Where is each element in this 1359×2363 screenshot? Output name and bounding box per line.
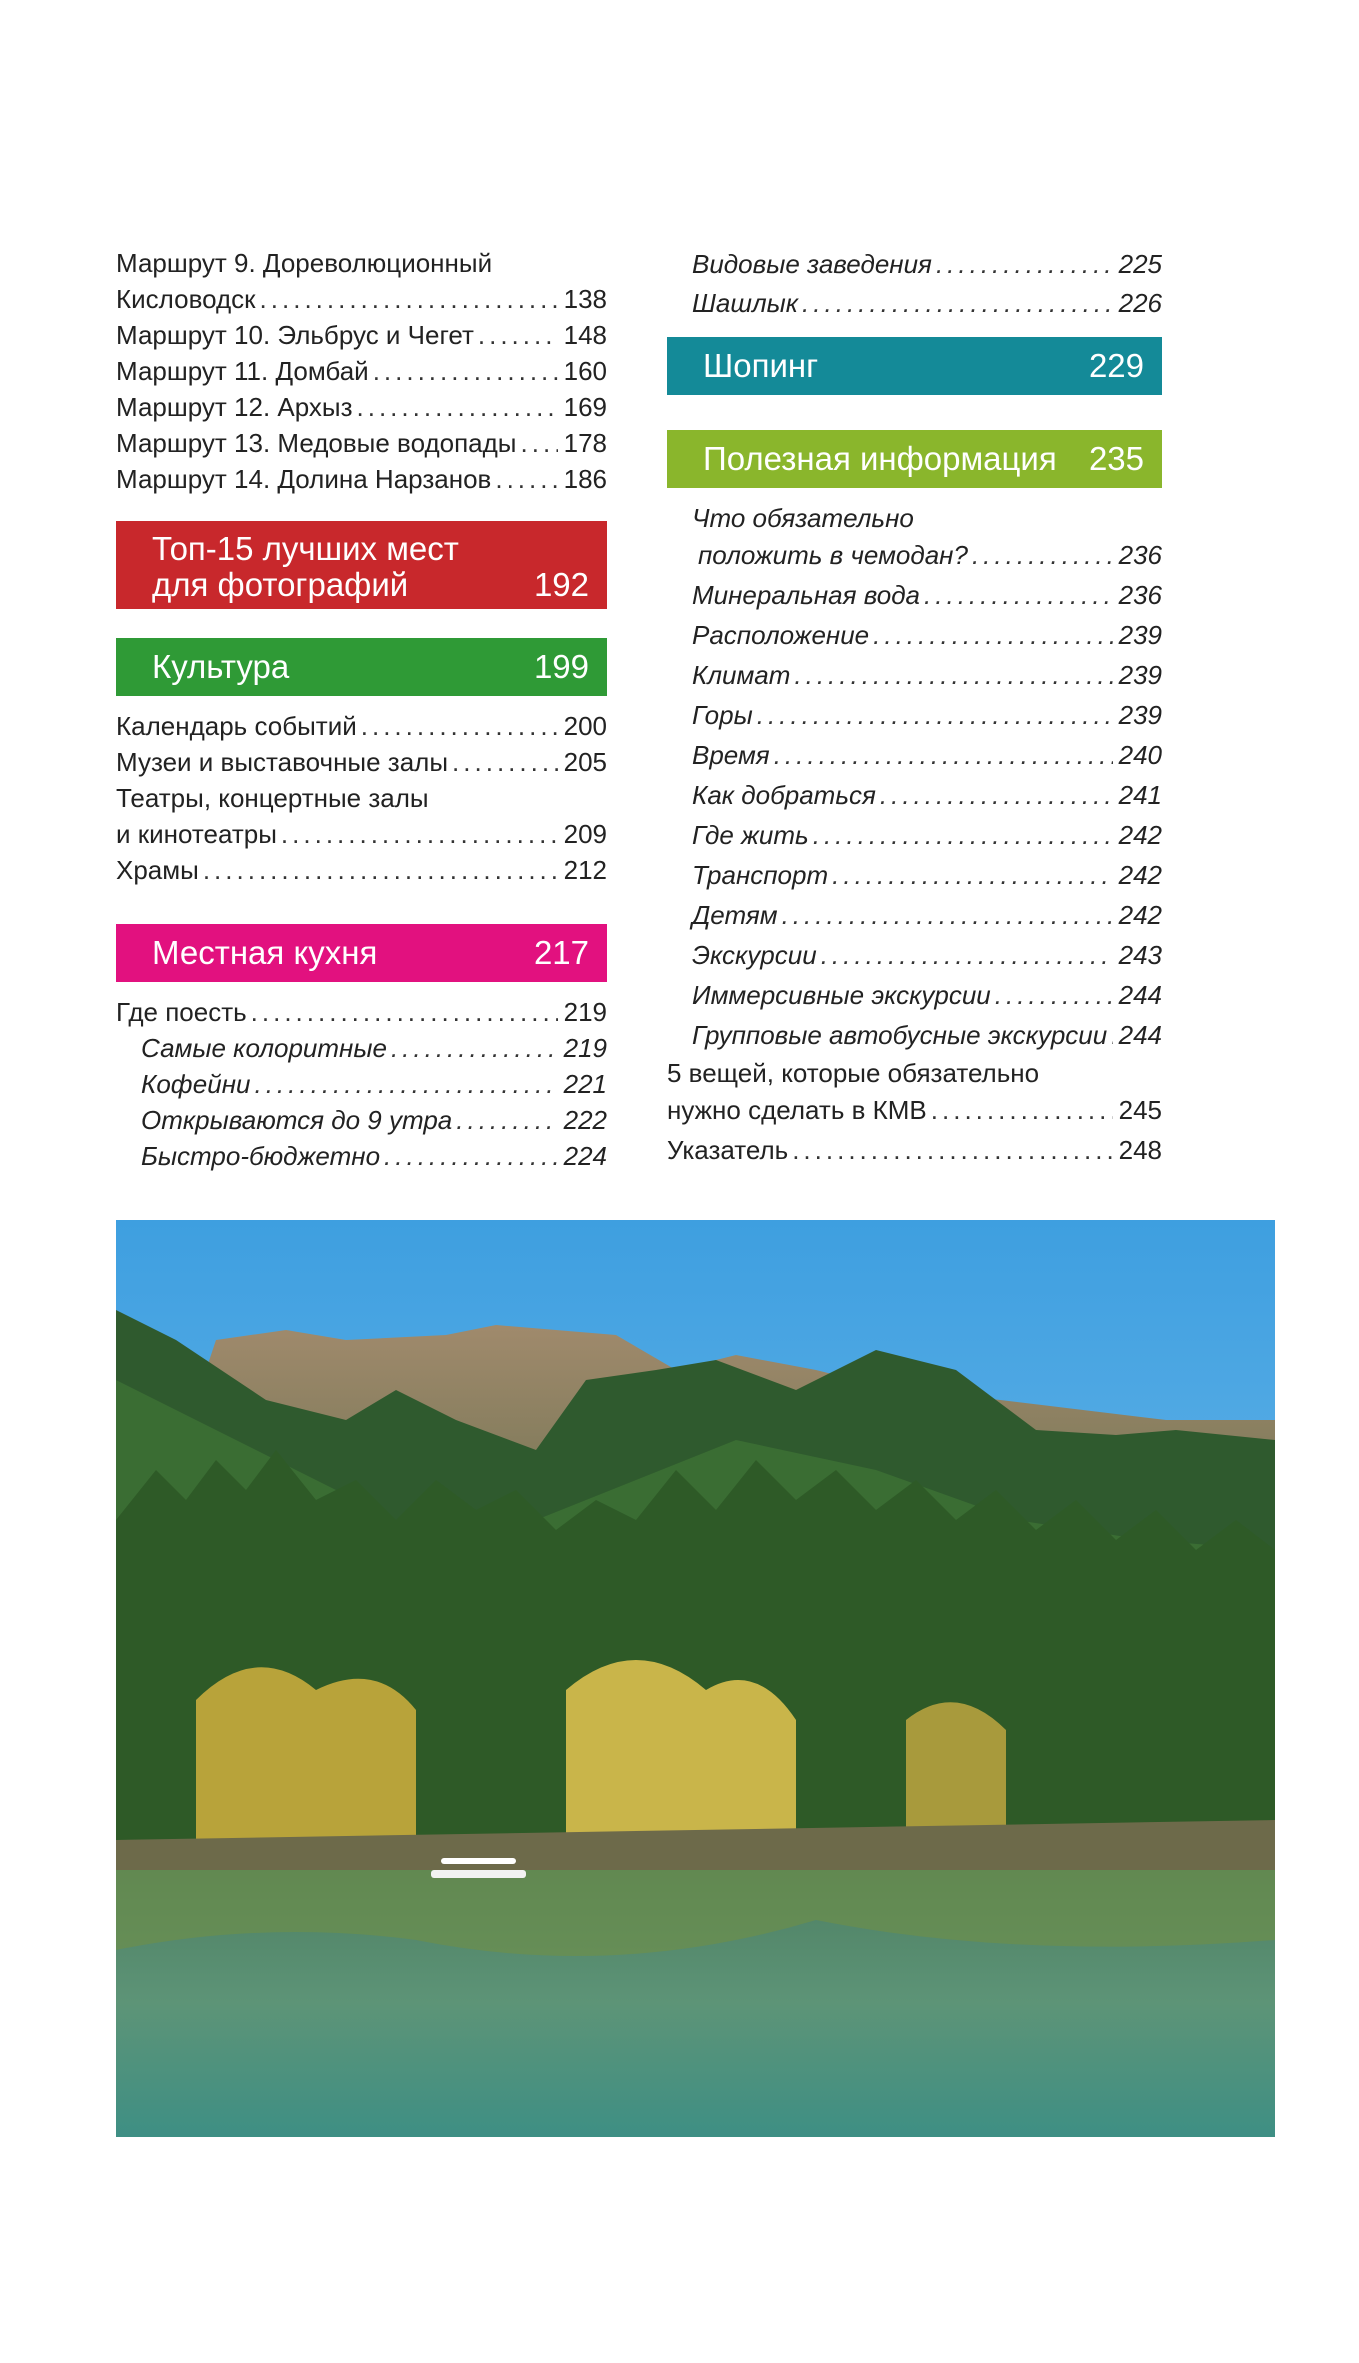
toc-entry-text: Горы <box>692 700 753 730</box>
toc-entry-text: положить в чемодан? <box>698 540 968 570</box>
leader-dots <box>521 425 558 461</box>
route-14-entry[interactable] <box>116 461 607 497</box>
leader-dots <box>802 284 1113 323</box>
info-suitcase-entry[interactable] <box>667 502 1162 575</box>
toc-entry-text: Маршрут 12. Архыз <box>116 392 353 422</box>
cuisine-shashlik-entry[interactable] <box>667 284 1162 323</box>
leader-dots <box>757 695 1113 735</box>
leader-dots <box>936 245 1113 284</box>
section-band-culture[interactable] <box>116 638 607 696</box>
cuisine-where-to-eat-entry[interactable] <box>116 994 607 1030</box>
leader-dots <box>478 317 558 353</box>
leader-dots <box>361 708 558 744</box>
toc-left-column <box>116 245 607 1174</box>
toc-entry-line1: Маршрут 9. Дореволюционный <box>116 248 493 278</box>
toc-entry-text: Минеральная вода <box>692 580 921 610</box>
section-title-line1: Топ-15 лучших мест <box>152 530 459 567</box>
section-band-shopping[interactable] <box>667 337 1162 395</box>
section-page-number: 229 <box>1088 347 1144 384</box>
section-band-photo-spots[interactable] <box>116 521 607 609</box>
section-band-local-cuisine[interactable] <box>116 924 607 982</box>
leader-dots <box>456 1102 557 1138</box>
toc-page-number: 138 <box>563 284 607 314</box>
toc-right-column <box>667 245 1162 1171</box>
info-bus-tours-entry[interactable] <box>667 1015 1162 1055</box>
leader-dots <box>924 575 1113 615</box>
toc-entry-text: Время <box>692 740 770 770</box>
leader-dots <box>1111 1015 1112 1055</box>
toc-page-number: 205 <box>563 747 607 777</box>
toc-entry-text: Экскурсии <box>692 940 817 970</box>
toc-entry-text: Детям <box>692 900 778 930</box>
toc-page-number: 239 <box>1118 660 1162 690</box>
leader-dots <box>384 1138 558 1174</box>
toc-entry-text: Храмы <box>116 855 199 885</box>
toc-entry-text: Быстро-бюджетно <box>141 1141 381 1171</box>
toc-page-number: 244 <box>1118 980 1162 1010</box>
toc-entry-text: Музеи и выставочные залы <box>116 747 449 777</box>
leader-dots <box>452 744 558 780</box>
leader-dots <box>281 816 558 852</box>
toc-entry-text: Видовые заведения <box>692 249 932 279</box>
leader-dots <box>251 994 558 1030</box>
toc-entry-text: и кинотеатры <box>116 819 277 849</box>
leader-dots <box>373 353 558 389</box>
info-immersive-entry[interactable] <box>667 975 1162 1015</box>
leader-dots <box>792 1129 1112 1171</box>
leader-dots <box>391 1030 558 1066</box>
toc-page-number: 226 <box>1118 288 1162 318</box>
toc-entry-line1: Театры, концертные залы <box>116 783 429 813</box>
toc-page-number: 160 <box>563 356 607 386</box>
leader-dots <box>495 461 557 497</box>
toc-page-number: 239 <box>1118 700 1162 730</box>
route-11-entry[interactable] <box>116 353 607 389</box>
toc-entry-text: Групповые автобусные экскурсии <box>692 1020 1108 1050</box>
cuisine-colorful-entry[interactable] <box>116 1030 607 1066</box>
cuisine-coffee-entry[interactable] <box>116 1066 607 1102</box>
toc-entry-line1: Что обязательно <box>692 503 914 533</box>
leader-dots <box>203 852 558 888</box>
toc-page-number: 248 <box>1118 1135 1162 1165</box>
leader-dots <box>794 655 1112 695</box>
route-13-entry[interactable] <box>116 425 607 461</box>
toc-page-number: 242 <box>1118 900 1162 930</box>
leader-dots <box>774 735 1113 775</box>
culture-museums-entry[interactable] <box>116 744 607 780</box>
toc-page-number: 244 <box>1118 1020 1162 1050</box>
toc-entry-text: Указатель <box>667 1135 789 1165</box>
toc-entry-text: Климат <box>692 660 791 690</box>
route-10-entry[interactable] <box>116 317 607 353</box>
toc-page-number: 212 <box>563 855 607 885</box>
toc-page-number: 222 <box>563 1105 607 1135</box>
leader-dots <box>832 855 1112 895</box>
toc-entry-text: Как добраться <box>692 780 876 810</box>
info-transport-entry[interactable] <box>667 855 1162 895</box>
toc-page-number: 243 <box>1118 940 1162 970</box>
toc-page-number: 225 <box>1118 249 1162 279</box>
section-page-number: 192 <box>533 566 589 603</box>
section-title: Шопинг <box>703 347 819 384</box>
section-title <box>152 531 459 603</box>
info-getting-there-entry[interactable] <box>667 775 1162 815</box>
info-location-entry[interactable] <box>667 615 1162 655</box>
toc-entry-text: Иммерсивные экскурсии <box>692 980 991 1010</box>
toc-entry-text: нужно сделать в КМВ <box>667 1095 927 1125</box>
cuisine-budget-entry[interactable] <box>116 1138 607 1174</box>
toc-page-number: 224 <box>563 1141 607 1171</box>
toc-entry-text: Где поесть <box>116 997 247 1027</box>
toc-entry-text: Маршрут 11. Домбай <box>116 356 369 386</box>
section-title: Местная кухня <box>152 934 378 971</box>
toc-page-number: 240 <box>1118 740 1162 770</box>
toc-entry-text: Транспорт <box>692 860 829 890</box>
leader-dots <box>357 389 558 425</box>
section-title: Полезная информация <box>703 440 1057 477</box>
toc-page-number: 148 <box>563 320 607 350</box>
cuisine-view-places-entry[interactable] <box>667 245 1162 284</box>
toc-page-number: 209 <box>563 819 607 849</box>
toc-page-number: 178 <box>563 428 607 458</box>
leader-dots <box>931 1091 1113 1129</box>
info-mineral-water-entry[interactable] <box>667 575 1162 615</box>
leader-dots <box>782 895 1113 935</box>
leader-dots <box>873 615 1112 655</box>
info-climate-entry[interactable] <box>667 655 1162 695</box>
toc-page-number: 242 <box>1118 820 1162 850</box>
leader-dots <box>821 935 1113 975</box>
culture-temples-entry[interactable] <box>116 852 607 888</box>
toc-page-number: 169 <box>563 392 607 422</box>
toc-page-number: 200 <box>563 711 607 741</box>
toc-page-number: 245 <box>1118 1095 1162 1125</box>
toc-entry-text: Открываются до 9 утра <box>141 1105 453 1135</box>
info-children-entry[interactable] <box>667 895 1162 935</box>
toc-entry-text: Самые колоритные <box>141 1033 387 1063</box>
toc-entry-text: Кисловодск <box>116 284 256 314</box>
toc-entry-text: Маршрут 14. Долина Нарзанов <box>116 464 492 494</box>
route-9-entry[interactable] <box>116 245 607 317</box>
toc-page-number: 186 <box>563 464 607 494</box>
section-page-number: 217 <box>533 934 589 971</box>
cuisine-early-entry[interactable] <box>116 1102 607 1138</box>
five-things-entry[interactable] <box>667 1055 1162 1129</box>
toc-page-number: 241 <box>1118 780 1162 810</box>
toc-entry-text: Шашлык <box>692 288 799 318</box>
toc-entry-text: Маршрут 13. Медовые водопады <box>116 428 517 458</box>
toc-entry-text: Кофейни <box>141 1069 251 1099</box>
toc-entry-text: Расположение <box>692 620 870 650</box>
section-title: Культура <box>152 648 290 685</box>
section-page-number: 199 <box>533 648 589 685</box>
toc-page-number: 221 <box>563 1069 607 1099</box>
info-where-to-stay-entry[interactable] <box>667 815 1162 855</box>
leader-dots <box>972 535 1113 575</box>
toc-entry-line1: 5 вещей, которые обязательно <box>667 1058 1040 1088</box>
toc-page-number: 239 <box>1118 620 1162 650</box>
section-band-useful-info[interactable] <box>667 430 1162 488</box>
section-title-line2: для фотографий <box>152 566 409 603</box>
info-excursions-entry[interactable] <box>667 935 1162 975</box>
leader-dots <box>813 815 1113 855</box>
toc-entry-text: Календарь событий <box>116 711 357 741</box>
leader-dots <box>254 1066 557 1102</box>
leader-dots <box>995 975 1113 1015</box>
leader-dots <box>260 281 558 317</box>
toc-entry-text: Маршрут 10. Эльбрус и Чегет <box>116 320 474 350</box>
culture-theatres-entry[interactable] <box>116 780 607 852</box>
toc-entry-text: Где жить <box>692 820 809 850</box>
section-page-number: 235 <box>1088 440 1144 477</box>
toc-page-number: 219 <box>563 1033 607 1063</box>
leader-dots <box>880 775 1113 815</box>
info-time-entry[interactable] <box>667 735 1162 775</box>
mountain-lake-photo <box>116 1220 1275 2137</box>
route-12-entry[interactable] <box>116 389 607 425</box>
toc-page-number: 236 <box>1118 540 1162 570</box>
index-entry[interactable] <box>667 1129 1162 1171</box>
toc-page-number: 219 <box>563 997 607 1027</box>
toc-page-number: 242 <box>1118 860 1162 890</box>
toc-page-number: 236 <box>1118 580 1162 610</box>
culture-calendar-entry[interactable] <box>116 708 607 744</box>
info-mountains-entry[interactable] <box>667 695 1162 735</box>
